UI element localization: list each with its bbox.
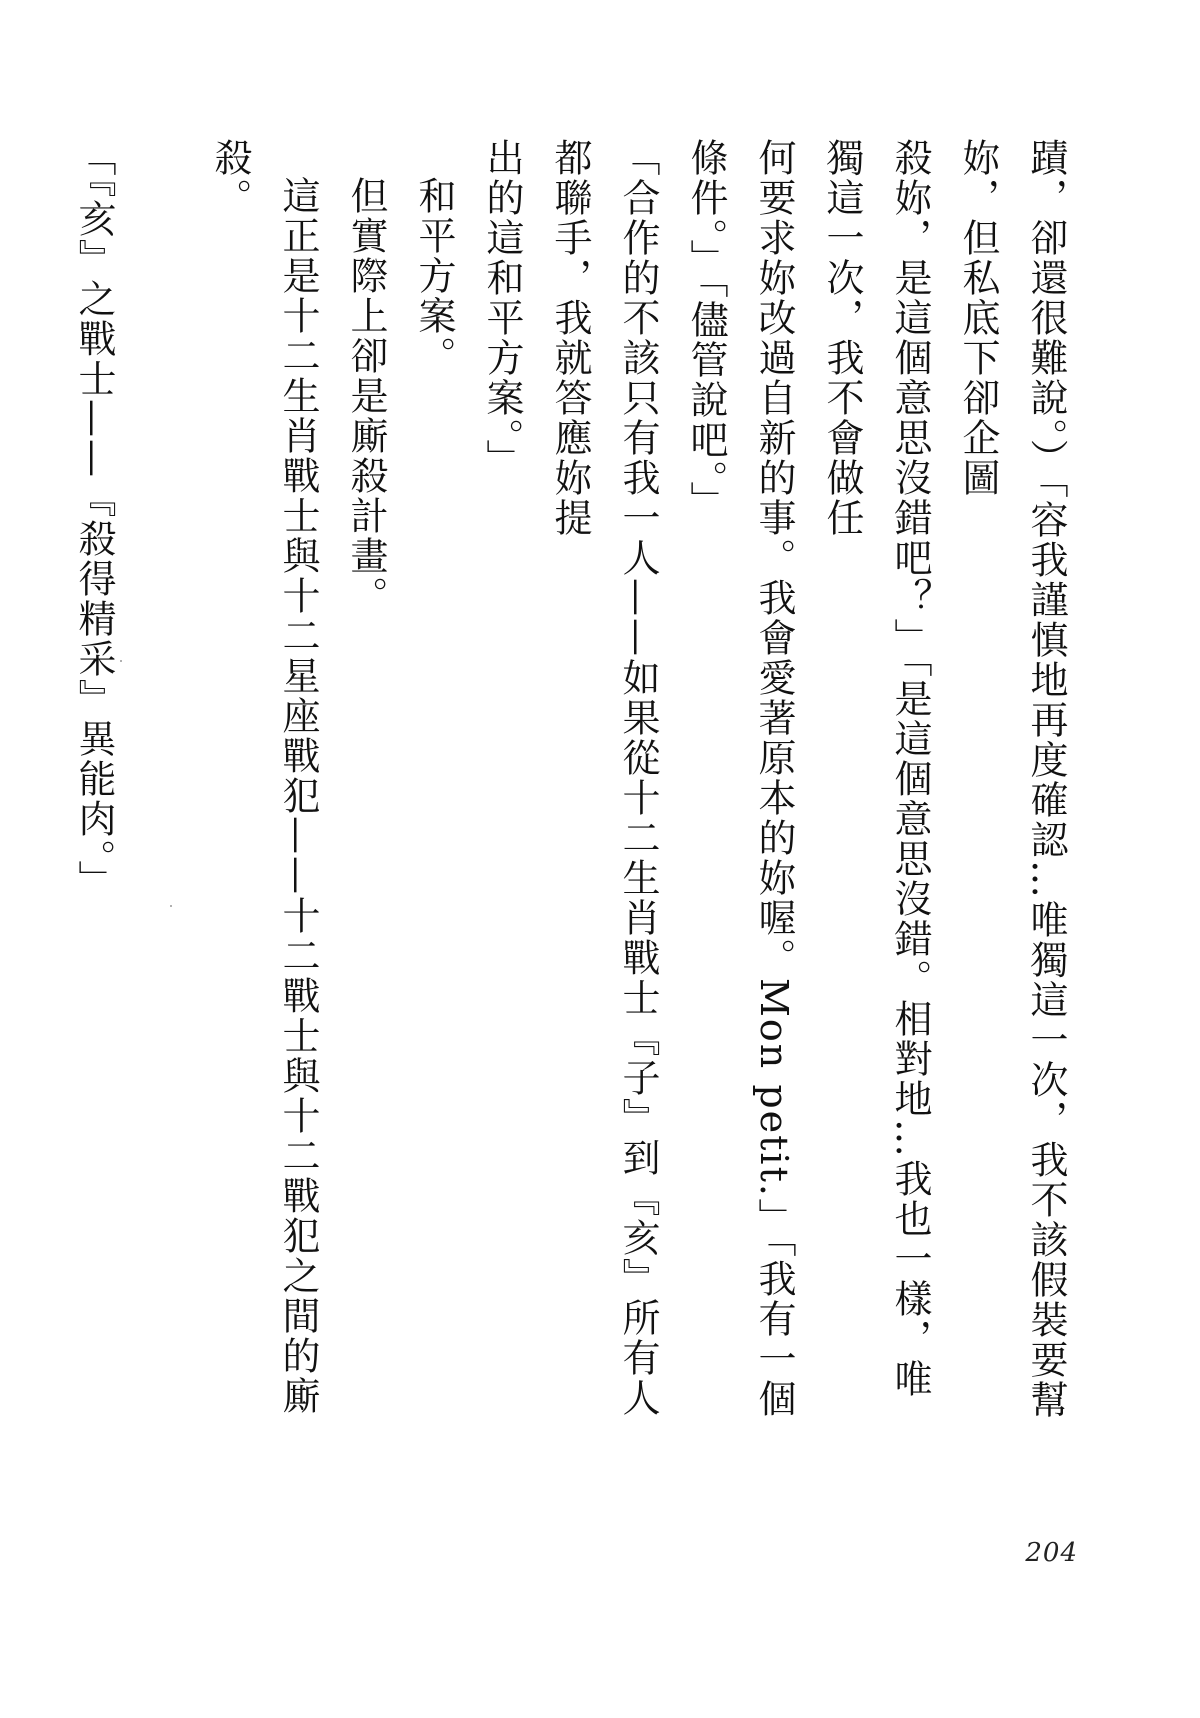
- page-number: 204: [1025, 1538, 1078, 1568]
- scan-speck: [170, 905, 172, 907]
- blank-column: [0, 138, 60, 1438]
- blank-column: [128, 138, 196, 1438]
- scan-speck: [120, 660, 122, 662]
- text-column: 和平方案。: [412, 176, 456, 376]
- text-column: 這正是十二生肖戰士與十二星座戰犯——十二戰士與十二戰犯之間的廝殺。: [208, 138, 320, 1416]
- text-column: 何要求妳改過自新的事。我會愛著原本的妳喔。Mon petit.」「我有一個條件。」「儘管說吧。」: [684, 138, 796, 1419]
- text-column: 出的這和平方案。」: [480, 138, 524, 479]
- vertical-text-block: [0, 138, 1080, 1438]
- text-column: 「『亥』之戰士——『殺得精采』異能肉。」: [72, 138, 116, 900]
- text-column: 蹟，卻還很難說。）「容我謹慎地再度確認…唯獨這一次，我不該假裝要幫妳，但私底下卻企圖: [956, 138, 1068, 1420]
- text-column: 「合作的不該只有我一人——如果從十二生肖戰士『子』到『亥』所有人都聯手，我就答應妳提: [548, 138, 660, 1418]
- text-column: 但實際上卻是廝殺計畫。: [344, 176, 388, 616]
- text-column: 殺妳，是這個意思沒錯吧？」「是這個意思沒錯。相對地…我也一樣，唯獨這一次，我不會做任: [820, 138, 932, 1399]
